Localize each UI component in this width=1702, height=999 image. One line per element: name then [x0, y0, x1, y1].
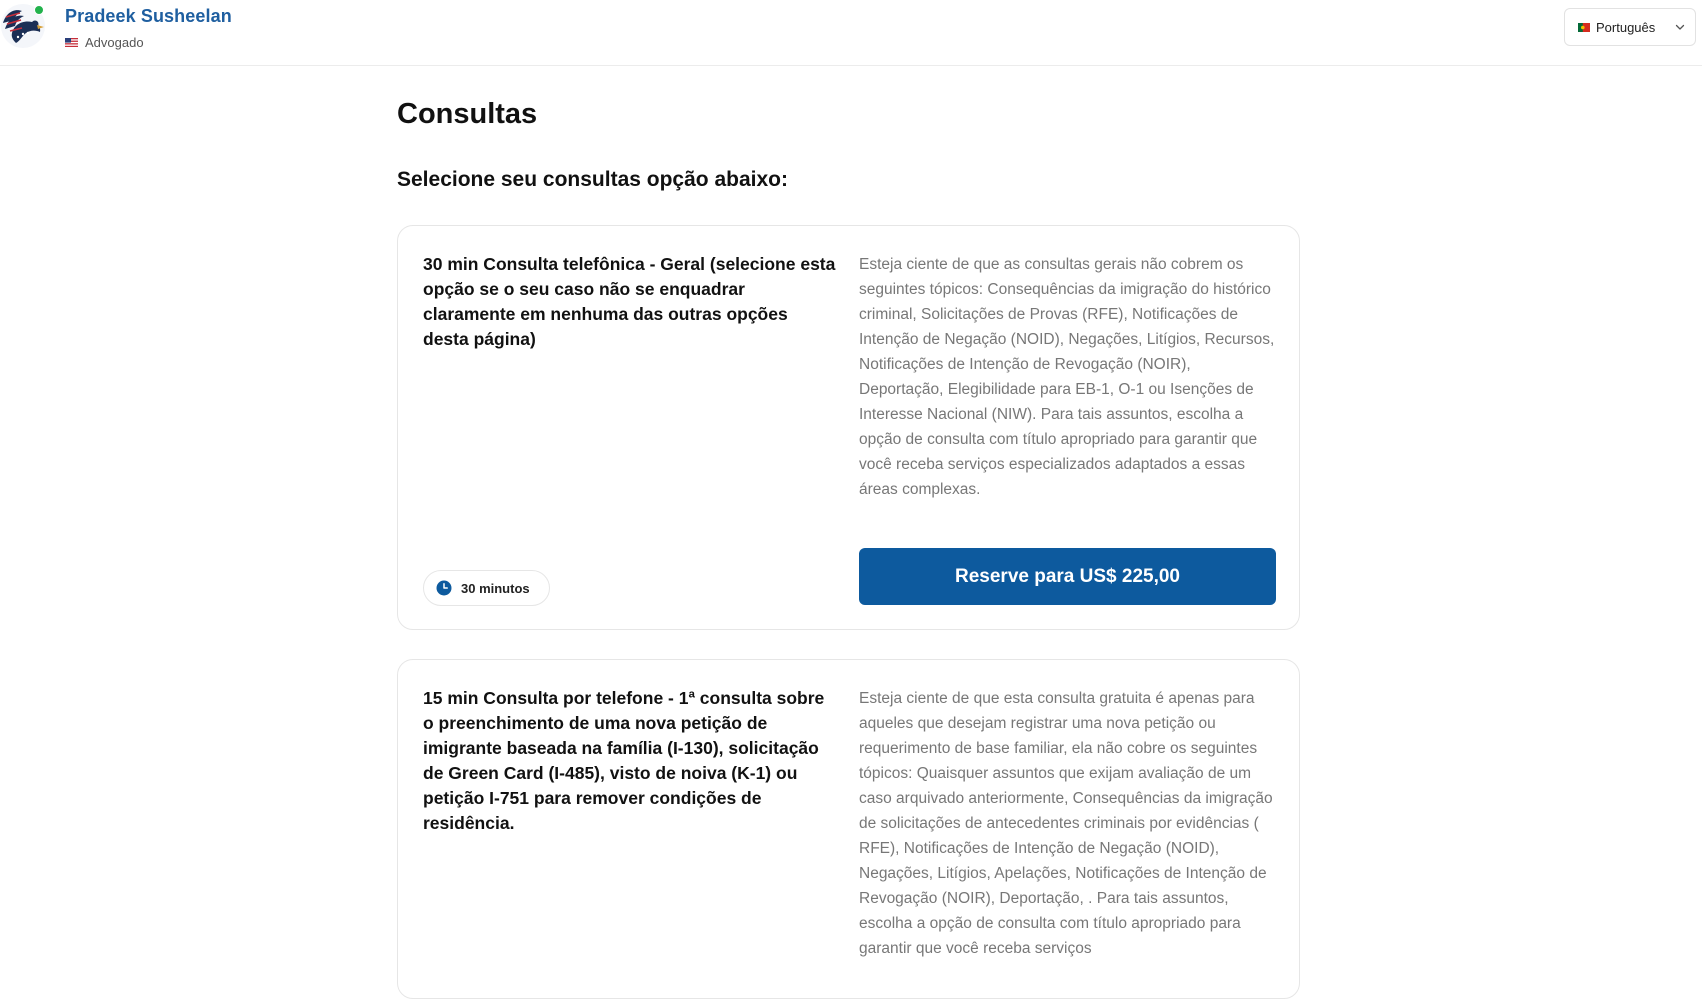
profile-role [65, 34, 144, 50]
language-label: Português [1596, 19, 1656, 35]
consultation-card [397, 659, 1300, 999]
duration-label: 30 minutos [461, 580, 530, 596]
top-header [0, 0, 1702, 66]
language-select[interactable] [1564, 8, 1696, 46]
portugal-flag-icon [1578, 23, 1590, 32]
chevron-down-icon [1675, 22, 1685, 32]
consultation-description: Esteja ciente de que as consultas gerais não cobrem os seguintes tópicos: Consequências da imigração do histórico criminal, Solicitações de Provas (RFE), Notificações de Intenção de Negação (NOID), Negações, Litígios, Recursos, Notificações de Intenção de Revogação (NOIR), Deportação, Elegibilidade para EB-1, O-1 ou Isenções de Interesse Nacional (NIW). Para tais assuntos, escolha a opção de consulta com título apropriado para garantir que você receba serviços especializados adaptados a essas áreas complexas. [859, 256, 1275, 498]
clock-icon [436, 580, 452, 596]
duration-badge [423, 570, 550, 606]
profile-name[interactable]: Pradeek Susheelan [65, 6, 232, 26]
book-consultation-button[interactable]: Reserve para US$ 225,00 [859, 548, 1276, 605]
consultation-title: 30 min Consulta telefônica - Geral (selecione esta opção se o seu caso não se enquadrar claramente em nenhuma das outras opções desta página) [423, 254, 836, 349]
section-subtitle: Selecione seu consultas opção abaixo: [397, 168, 788, 191]
online-status-dot [34, 5, 44, 15]
profile-role-label: Advogado [85, 34, 144, 50]
consultation-title: 15 min Consulta por telefone - 1ª consulta sobre o preenchimento de uma nova petição de imigrante baseada na família (I-130), solicitação de Green Card (I-485), visto de noiva (K-1) ou petição I-751 para remover condições de residência. [423, 688, 825, 833]
page-title: Consultas [397, 98, 538, 130]
us-flag-icon [65, 38, 78, 47]
consultation-card [397, 225, 1300, 630]
consultation-description: Esteja ciente de que esta consulta gratuita é apenas para aqueles que desejam registrar uma nova petição ou requerimento de base familiar, ela não cobre os seguintes tópicos: Quaisquer assuntos que exijam avaliação de um caso arquivado anteriormente, Consequências da imigração de solicitações de antecedentes criminais por evidências ( RFE), Notificações de Intenção de Negação (NOID), Negações, Litígios, Apelações, Notificações de Intenção de Revogação (NOIR), Deportação, . Para tais assuntos, escolha a opção de consulta com título apropriado para garantir que você receba serviços [859, 690, 1273, 957]
